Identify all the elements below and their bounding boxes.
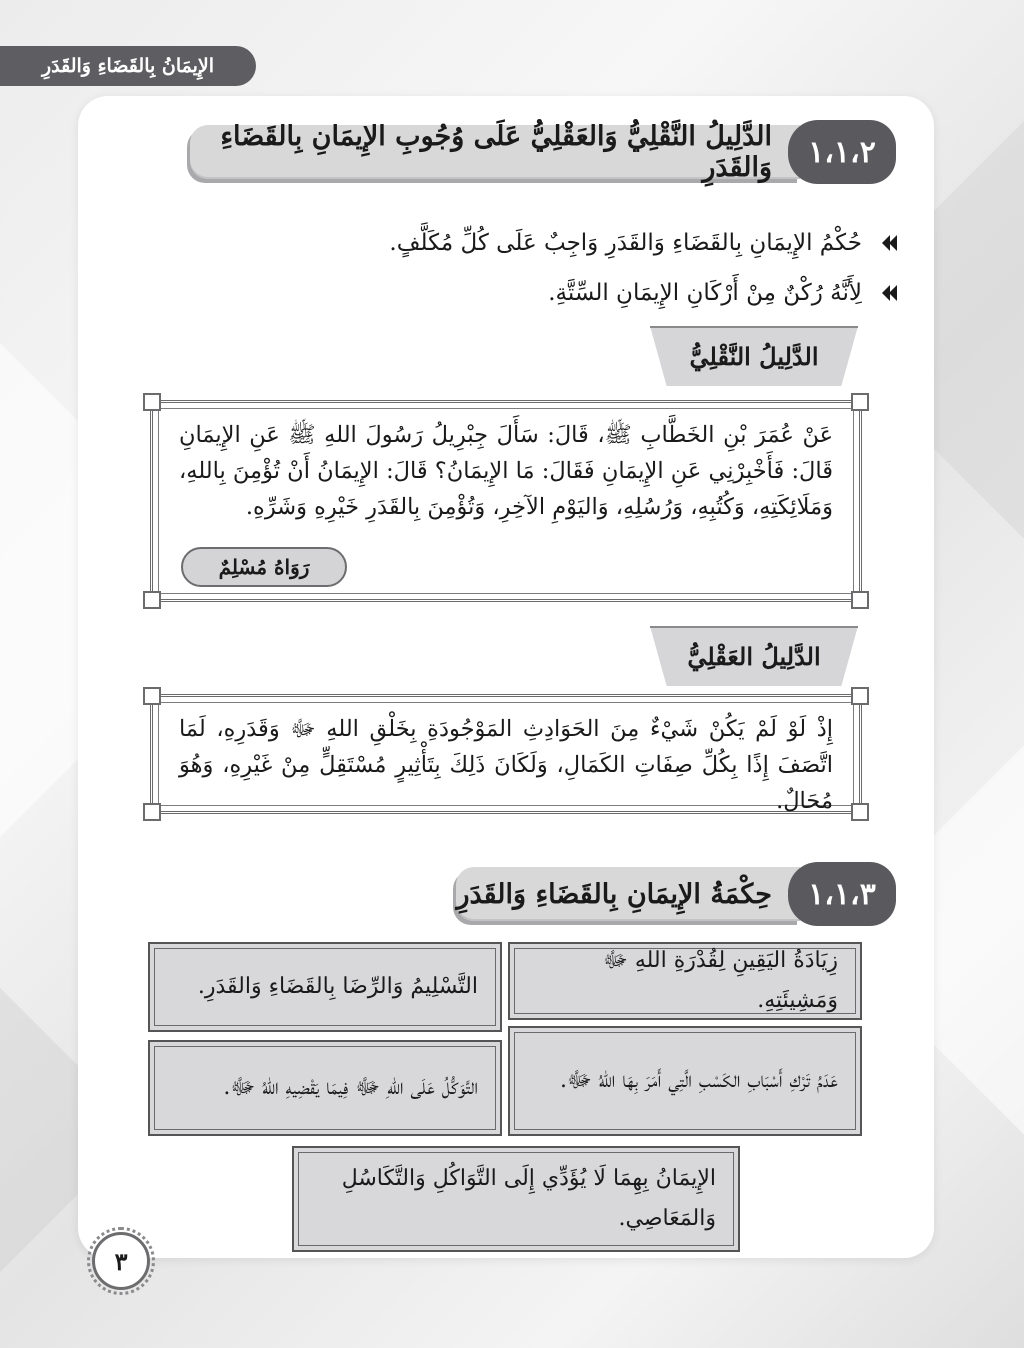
wisdom-card: التَّسْلِيمُ وَالرِّضَا بِالقَضَاءِ وَالقَدَرِ. — [148, 942, 502, 1032]
aqli-text: إِذْ لَوْ لَمْ يَكُنْ شَيْءٌ مِنَ الحَوَادِثِ المَوْجُودَةِ بِخَلْقِ اللهِ ﷻ وَقَدَرِهِ، لَمَا اتَّصَفَ إِذًا بِكُلِّ صِفَاتِ الكَمَالِ، وَلَكَانَ ذَلِكَ بِتَأْثِيرٍ مُسْتَقِلٍّ مِنْ غَيْرِهِ، وَهُوَ مُحَالٌ. — [179, 716, 833, 814]
ribbon-label-aqli — [650, 626, 858, 686]
list-item — [138, 218, 898, 268]
wisdom-card: الإِيمَانُ بِهِمَا لَا يُؤَدِّي إِلَى التَّوَاكُلِ وَالتَّكَاسُلِ وَالمَعَاصِي. — [292, 1146, 740, 1252]
arrow-left-icon — [880, 233, 898, 253]
hadith-text: عَنْ عُمَرَ بْنِ الخَطَّابِ ﷺ، قَالَ: سَأَلَ جِبْرِيلُ رَسُولَ اللهِ ﷺ عَنِ الإِيمَانِ قَالَ: فَأَخْبِرْنِي عَنِ الإِيمَانِ فَقَالَ: مَا الإِيمَانُ؟ قَالَ: الإِيمَانُ أَنْ تُؤْمِنَ بِاللهِ، وَمَلَائِكَتِهِ، وَكُتُبِهِ، وَرُسُلِهِ، وَاليَوْمِ الآخِرِ، وَتُؤْمِنَ بِالقَدَرِ خَيْرِهِ وَشَرِّهِ. — [179, 422, 833, 520]
wisdom-card: زِيَادَةُ اليَقِينِ لِقُدْرَةِ اللهِ ﷻ وَمَشِيئَتِهِ. — [508, 942, 862, 1020]
ribbon-text: الدَّلِيلُ النَّقْلِيُّ — [689, 341, 819, 371]
naqli-evidence-box — [150, 400, 862, 602]
narrator-badge: رَوَاهُ مُسْلِمٌ — [181, 547, 347, 587]
page-number: ٣ — [92, 1232, 150, 1290]
arrow-left-icon — [880, 283, 898, 303]
list-item — [138, 268, 898, 318]
bullet-text: لِأَنَّهُ رُكْنٌ مِنْ أَرْكَانِ الإِيمَانِ السِّتَّةِ. — [548, 280, 862, 306]
wisdom-card: عَدَمُ تَرْكِ أَسْبَابِ الكَسْبِ الَّتِي أَمَرَ بِهَا اللهُ ﷻ. — [508, 1026, 862, 1136]
bullet-list — [138, 218, 898, 318]
section-title: الدَّلِيلُ النَّقْلِيُّ وَالعَقْلِيُّ عَلَى وُجُوبِ الإِيمَانِ بِالقَضَاءِ وَالقَدَرِ — [190, 125, 800, 179]
section-number: ١،١،٢ — [788, 120, 896, 184]
section-title: حِكْمَةُ الإِيمَانِ بِالقَضَاءِ وَالقَدَرِ — [456, 867, 800, 921]
section-header-1 — [190, 120, 896, 184]
section-number: ١،١،٣ — [788, 862, 896, 926]
chapter-title-tab: الإِيمَانُ بِالقَضَاءِ وَالقَدَرِ — [0, 46, 256, 86]
ribbon-text: الدَّلِيلُ العَقْلِيُّ — [687, 641, 821, 671]
ribbon-label-naqli — [650, 326, 858, 386]
wisdom-card: التَّوَكُّلُ عَلَى اللهِ ﷻ فِيمَا يَقْضِيهِ اللهُ ﷻ. — [148, 1040, 502, 1136]
aqli-evidence-box — [150, 694, 862, 814]
section-header-2 — [456, 862, 896, 926]
bullet-text: حُكْمُ الإِيمَانِ بِالقَضَاءِ وَالقَدَرِ وَاجِبٌ عَلَى كُلِّ مُكَلَّفٍ. — [389, 230, 862, 256]
